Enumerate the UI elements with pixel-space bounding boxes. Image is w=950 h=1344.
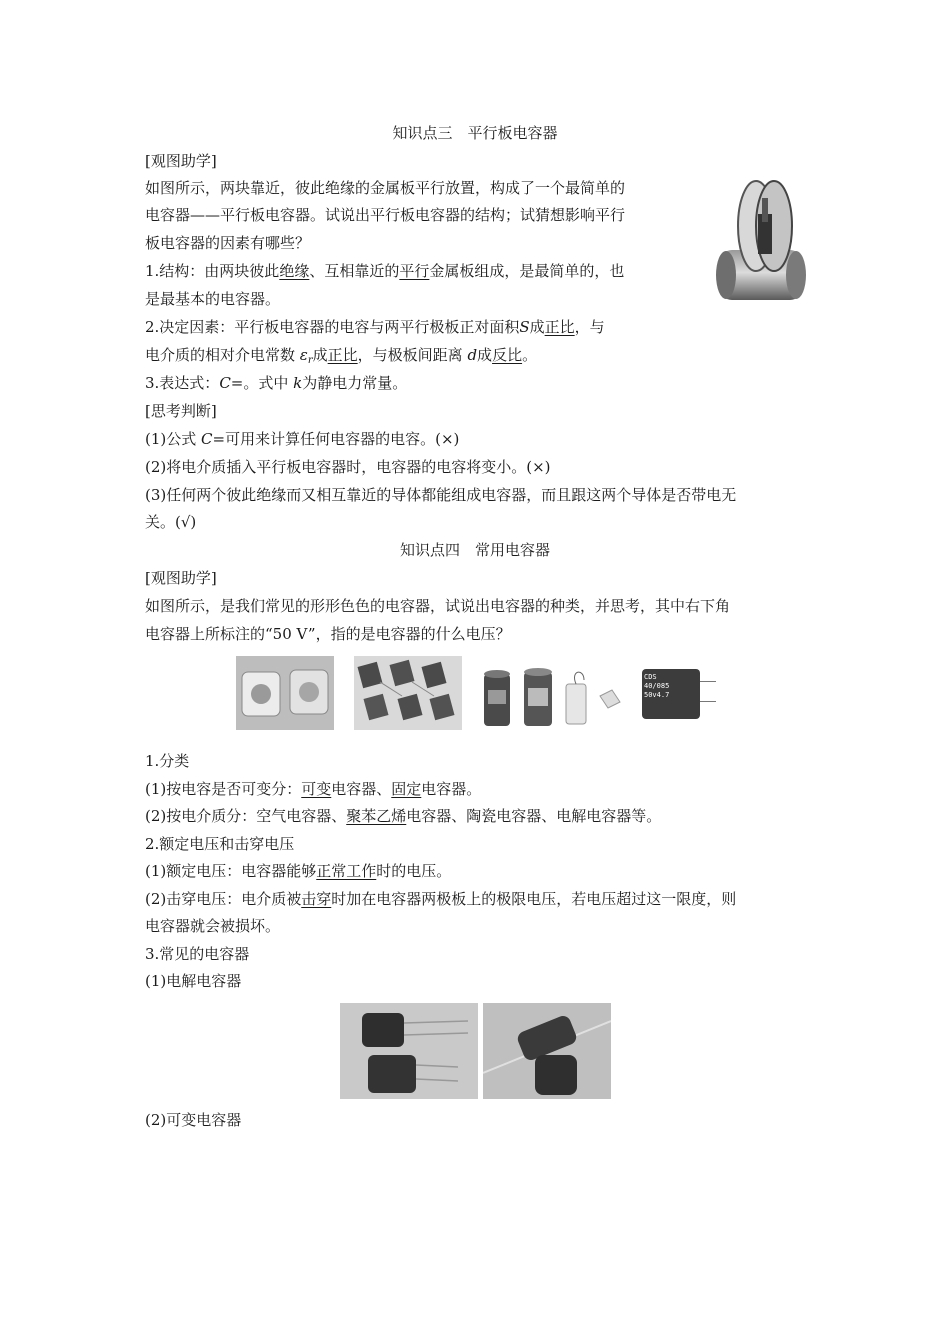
electrolytic-capacitor-photo-1 — [340, 1003, 478, 1099]
think-heading: [思考判断] — [145, 402, 217, 420]
guide-heading: [观图助学] — [145, 569, 217, 587]
classification-item: (2)按电介质分：空气电容器、聚苯乙烯电容器、陶瓷电容器、电解电容器等。 — [145, 807, 662, 825]
common-item: (2)可变电容器 — [145, 1111, 242, 1129]
judgement-item: (1)公式 C=可用来计算任何电容器的电容。(×) — [145, 430, 460, 448]
judgement-item: (3)任何两个彼此绝缘而又相互靠近的导体都能组成电容器，而且跟这两个导体是否带电无 — [145, 486, 737, 504]
subheading: 1.分类 — [145, 752, 190, 770]
section-title: 知识点四 常用电容器 — [399, 541, 550, 559]
structure-line: 是最基本的电容器。 — [145, 290, 281, 308]
capacitor-label-temp: 40/085 — [644, 682, 670, 690]
voltage-item: (2)击穿电压：电介质被击穿时加在电容器两极板上的极限电压，若电压超过这一限度，则 — [145, 890, 737, 908]
intro-line: 电容器——平行板电容器。试说出平行板电容器的结构；试猜想影响平行 — [145, 206, 626, 224]
subheading: 2.额定电压和击穿电压 — [145, 835, 295, 853]
capacitor-label-brand: CDS — [644, 673, 657, 681]
intro-line: 电容器上所标注的“50 V”，指的是电容器的什么电压？ — [145, 625, 511, 643]
voltage-item: 电容器就会被损坏。 — [145, 917, 281, 935]
judgement-item: 关。(√) — [145, 513, 197, 531]
ceramic-capacitor-image — [236, 656, 334, 730]
classification-item: (1)按电容是否可变分：可变电容器、固定电容器。 — [145, 780, 482, 798]
intro-line: 板电容器的因素有哪些？ — [145, 234, 311, 252]
motor-capacitors-image — [480, 662, 630, 728]
intro-line: 如图所示，两块靠近，彼此绝缘的金属板平行放置，构成了一个最简单的 — [145, 179, 626, 197]
common-item: (1)电解电容器 — [145, 972, 242, 990]
structure-line: 1.结构：由两块彼此绝缘、互相靠近的平行金属板组成，是最简单的，也 — [145, 262, 625, 280]
guide-heading: [观图助学] — [145, 152, 217, 170]
judgement-item: (2)将电介质插入平行板电容器时，电容器的电容将变小。(×) — [145, 458, 551, 476]
factors-line: 电介质的相对介电常数 $\varepsilon_r$成正比，与极板间距离 d成反比。 — [145, 346, 538, 366]
subheading: 3.常见的电容器 — [145, 945, 250, 963]
electrolytic-capacitor-photo-2 — [483, 1003, 611, 1099]
factors-line: 2.决定因素：平行板电容器的电容与两平行极板正对面积S成正比，与 — [145, 318, 605, 336]
capacitor-label-rating: 50v4.7 — [644, 691, 670, 699]
electrolytic-capacitor-50v-image — [640, 665, 716, 725]
intro-line: 如图所示，是我们常见的形形色色的电容器，试说出电容器的种类，并思考，其中右下角 — [145, 597, 731, 615]
parallel-plate-capacitor-image — [712, 178, 812, 306]
section-title: 知识点三 平行板电容器 — [392, 124, 558, 142]
voltage-item: (1)额定电压：电容器能够正常工作时的电压。 — [145, 862, 452, 880]
formula-line: 3.表达式：C=。式中 k为静电力常量。 — [145, 374, 408, 392]
film-capacitors-image — [354, 656, 462, 730]
